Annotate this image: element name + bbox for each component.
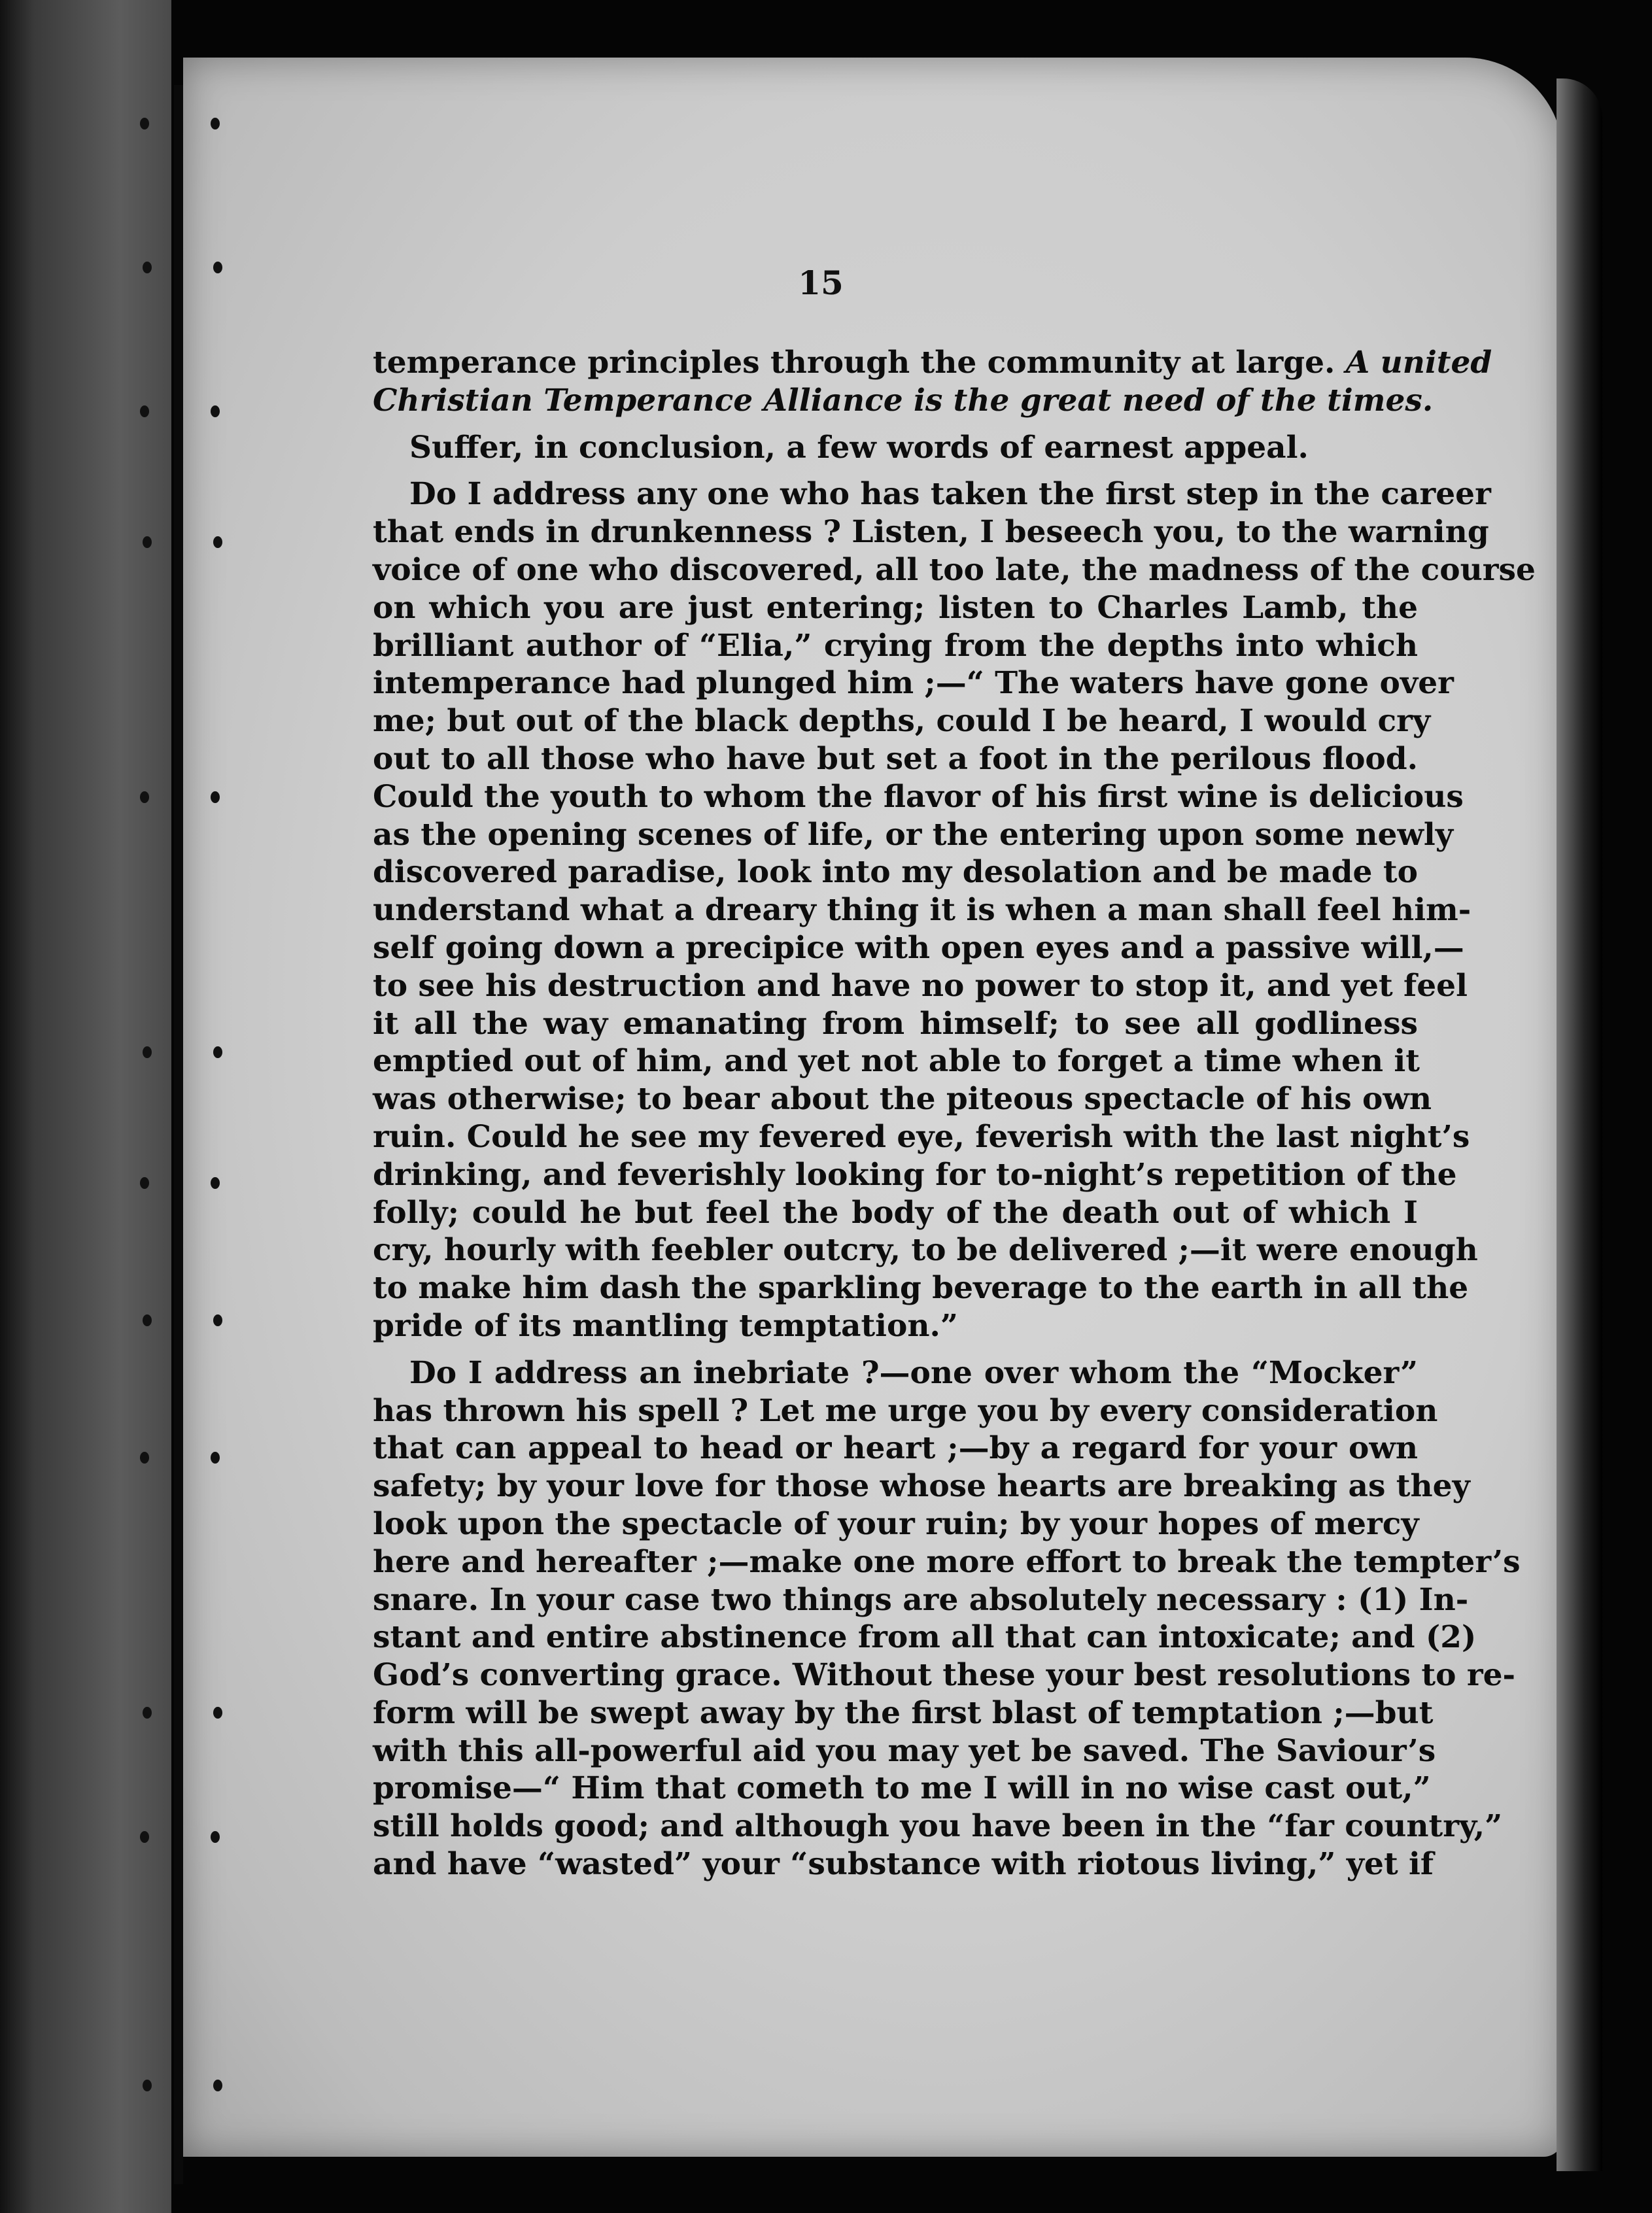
binding-stitch-mark [143,2080,152,2091]
text-run: Suffer, in conclusion, a few words of earnest appeal. [409,429,1309,466]
text-run: stant and entire abstinence from all that can intoxicate; and (2) [373,1619,1477,1656]
text-run: that ends in drunkenness ? Listen, I beseech you, to the warning [373,514,1489,551]
text-line [373,853,1418,891]
text-run: it all the way emanating from himself; to see all godliness [373,1005,1418,1042]
text-run: promise—“ Him that cometh to me I will in no wise cast out,” [373,1770,1431,1807]
binding-stitch-mark [140,791,149,803]
text-line [373,1543,1521,1581]
text-line [373,967,1468,1005]
text-line [373,1194,1418,1232]
text-run: still holds good; and although you have been in the “far country,” [373,1808,1503,1845]
binding-stitch-mark [213,262,222,273]
binding-stitch-mark [140,1831,149,1843]
text-line [373,664,1454,702]
binding-stitch-mark [213,1314,222,1326]
facing-page-edge [0,0,171,2213]
page-right-edge [1557,78,1602,2171]
text-line [373,702,1431,740]
binding-stitch-mark [213,536,222,548]
text-run: cry, hourly with feebler outcry, to be delivered ;—it were enough [373,1232,1478,1269]
italic-text-run: Christian Temperance Alliance is the great need of the times. [373,382,1434,419]
text-line [373,1808,1503,1845]
text-line [373,1354,1418,1392]
text-line [373,1467,1470,1505]
binding-gutter [174,85,183,2184]
text-run: look upon the spectacle of your ruin; by your hopes of mercy [373,1505,1419,1542]
binding-stitch-mark [143,1046,152,1058]
text-line [373,1845,1434,1883]
text-line [373,1732,1436,1770]
text-run: discovered paradise, look into my desolation and be made to [373,854,1418,891]
text-line [373,344,1492,382]
text-run: drinking, and feverishly looking for to-night’s repetition of the [373,1156,1457,1193]
text-run: ruin. Could he see my fevered eye, feverish with the last night’s [373,1118,1470,1155]
binding-stitch-mark [140,1452,149,1464]
text-run: folly; could he but feel the body of the death out of which I [373,1194,1418,1231]
text-run: here and hereafter ;—make one more effort to break the tempter’s [373,1543,1521,1580]
text-run: Do I address any one who has taken the first step in the career [409,476,1491,513]
text-line [373,1307,1418,1345]
text-run: was otherwise; to bear about the piteous spectacle of his own [373,1081,1432,1118]
text-run: God’s converting grace. Without these your best resolutions to re- [373,1657,1515,1694]
binding-stitch-mark [143,1707,152,1719]
text-line [373,1656,1515,1694]
binding-stitch-mark [211,1452,220,1464]
text-line [373,1269,1469,1307]
text-line [373,740,1418,778]
text-line [373,1156,1457,1194]
text-line [373,513,1489,551]
text-line [373,1118,1470,1156]
text-run: emptied out of him, and yet not able to forget a time when it [373,1043,1420,1080]
text-line [373,1392,1438,1430]
text-run: snare. In your case two things are absolutely necessary : (1) In- [373,1581,1469,1618]
binding-stitch-mark [140,1177,149,1189]
text-run: brilliant author of “Elia,” crying from the depths into which [373,627,1418,664]
text-line [373,1619,1477,1656]
paragraph-gap [373,466,1418,475]
text-line [373,1080,1432,1118]
text-line [373,589,1418,627]
text-run: with this all-powerful aid you may yet be saved. The Saviour’s [373,1732,1436,1769]
binding-stitch-mark [213,1707,222,1719]
text-run: as the opening scenes of life, or the entering upon some newly [373,816,1454,853]
binding-stitch-mark [211,1831,220,1843]
binding-stitch-mark [211,405,220,417]
body-text [373,344,1536,1883]
text-run: intemperance had plunged him ;—“ The waters have gone over [373,665,1454,702]
text-run: Could the youth to whom the flavor of his first wine is delicious [373,778,1464,815]
page-number: 15 [798,264,844,302]
binding-stitch-mark [140,118,149,129]
text-line [373,627,1418,665]
text-run: that can appeal to head or heart ;—by a regard for your own [373,1430,1418,1467]
italic-text-run: A united [1345,345,1492,381]
text-line [373,1231,1478,1269]
text-line [373,891,1471,929]
binding-stitch-mark [213,2080,222,2091]
text-run: and have “wasted” your “substance with riotous living,” yet if [373,1846,1434,1883]
text-run: voice of one who discovered, all too late, the madness of the course [373,551,1536,588]
binding-stitch-mark [211,791,220,803]
text-run: Do I address an inebriate ?—one over whom the “Mocker” [409,1354,1418,1391]
paragraph-gap [373,1345,1418,1354]
text-line [373,816,1454,854]
text-line [373,1505,1418,1543]
binding-stitch-mark [143,262,152,273]
text-line [373,778,1464,816]
book-page [183,58,1563,2157]
text-line [373,551,1536,589]
text-line [373,475,1491,513]
text-run: to see his destruction and have no power to stop it, and yet feel [373,967,1468,1004]
binding-stitch-mark [143,1314,152,1326]
binding-stitch-mark [140,405,149,417]
text-line [373,1430,1418,1467]
text-run: safety; by your love for those whose hearts are breaking as they [373,1468,1470,1505]
binding-stitch-mark [211,118,220,129]
text-line [373,1581,1469,1619]
text-run: form will be swept away by the first blast of temptation ;—but [373,1694,1434,1731]
text-run: out to all those who have but set a foot in the perilous flood. [373,740,1418,777]
binding-stitch-mark [143,536,152,548]
text-line [373,382,1434,420]
text-run: has thrown his spell ? Let me urge you by every consideration [373,1392,1438,1429]
text-line [373,1042,1418,1080]
text-run: pride of its mantling temptation.” [373,1307,958,1344]
text-run: understand what a dreary thing it is when a man shall feel him- [373,892,1471,929]
binding-stitch-mark [213,1046,222,1058]
binding-stitch-mark [211,1177,220,1189]
text-run: me; but out of the black depths, could I be heard, I would cry [373,703,1431,740]
text-line [373,1694,1434,1732]
text-line [373,1770,1431,1808]
text-run: self going down a precipice with open eyes and a passive will,— [373,929,1464,966]
text-run: to make him dash the sparkling beverage to the earth in all the [373,1270,1469,1307]
text-run: temperance principles through the community at large. [373,345,1346,381]
text-line [373,429,1418,467]
paragraph-gap [373,420,1418,429]
text-line [373,1005,1418,1043]
text-line [373,929,1464,967]
text-run: on which you are just entering; listen to Charles Lamb, the [373,589,1418,626]
